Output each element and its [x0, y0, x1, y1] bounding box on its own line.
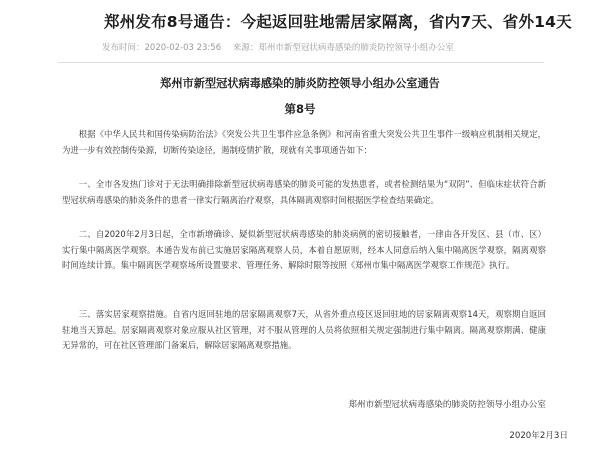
- notice-date: 2020年2月3日: [509, 431, 568, 441]
- article-source: 来源：郑州市新型冠状病毒感染的肺炎防控领导小组办公室: [232, 43, 454, 53]
- notice-number: 第8号: [284, 102, 316, 116]
- notice-signature: 郑州市新型冠状病毒感染的肺炎防控领导小组办公室: [348, 400, 546, 410]
- notice-paragraph-1: 一、全市各发热门诊对于无法明确排除新型冠状病毒感染的肺炎可能的发热患者，或者检测结果为“双阴”、但临床症状符合新型冠状病毒感染的肺炎条件的患者一律实行隔离治疗观察，具体隔离观察时间根据医学检查结果确定。: [62, 179, 546, 205]
- article-meta: [102, 41, 463, 53]
- notice-paragraph-3: 三、落实居家观察措施。自省内返回驻地的居家隔离观察7天，从省外重点疫区返回驻地的居家隔离观察14天，观察期自返回驻地当天算起。居家隔离观察对象应服从社区管理，对不服从管理的人员将依照相关规定强制进行集中隔离。隔离观察期满、健康无异常的，可在社区管理部门备案后，解除居家隔离观察措施。: [62, 309, 546, 351]
- publish-time: 发布时间：2020-02-03 23:56: [102, 43, 222, 53]
- article-headline: 郑州发布8号通告：今起返回驻地需居家隔离，省内7天、省外14天: [104, 13, 572, 31]
- notice-title: 郑州市新型冠状病毒感染的肺炎防控领导小组办公室通告: [160, 77, 440, 90]
- header-divider: [58, 62, 544, 63]
- notice-paragraph-intro: 根据《中华人民共和国传染病防治法》《突发公共卫生事件应急条例》和河南省重大突发公共卫生事件一级响应机制相关规定，为进一步有效控制传染源，切断传染途径，遏制疫情扩散，现就有关事项通告如下：: [62, 129, 546, 155]
- notice-paragraph-2: 二、自2020年2月3日起，全市新增确诊、疑似新型冠状病毒感染的肺炎病例的密切接触者，一律由各开发区、县（市、区）实行集中隔离医学观察。本通告发布前已实施居家隔离观察人员，本着自愿原则，经本人同意后纳入集中隔离医学观察，隔离观察时间连续计算。集中隔离医学观察场所设置要求、管理任务、解除时限等按照《郑州市集中隔离医学观察工作规范》执行。: [62, 229, 546, 271]
